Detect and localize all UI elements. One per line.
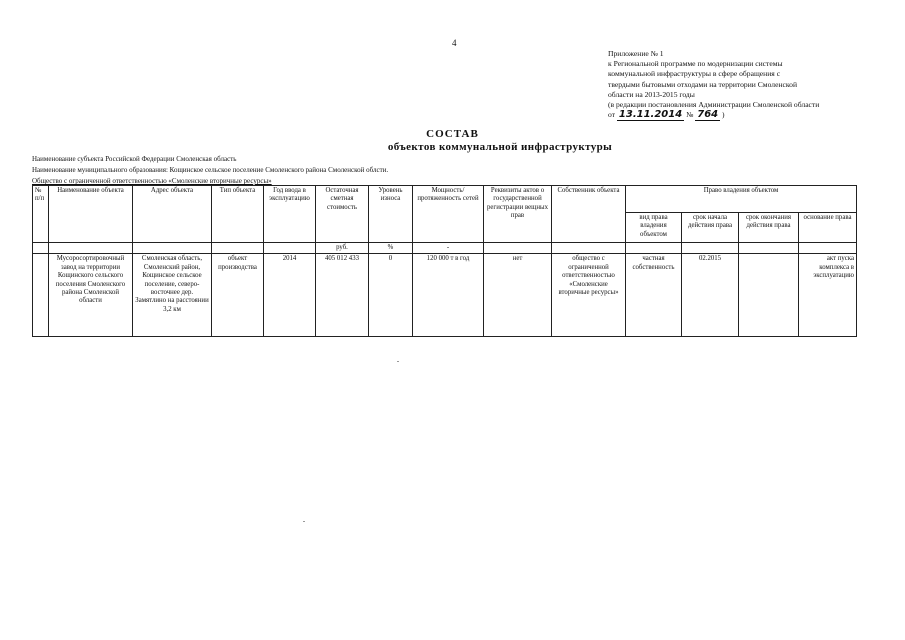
col-header-year: Год ввода в эксплуатацию (264, 186, 316, 243)
municipality-name: Наименование муниципального образования: Кощинское сельское поселение Смоленского района Смоленской облсти. (32, 166, 389, 174)
cell-registration: нет (484, 254, 552, 337)
table-row (33, 254, 857, 337)
col-header-rights-group: Право владения объектом (626, 186, 857, 213)
units-cell (33, 243, 49, 254)
units-cell (799, 243, 857, 254)
appendix-line: твердыми бытовыми отходами на территории Смоленской (608, 79, 798, 89)
cell-num (33, 254, 49, 337)
subject-name: Наименование субъекта Российской Федерации Смоленская область (32, 155, 237, 163)
col-header-registration: Реквизиты актов о государственной регистрации вещных прав (484, 186, 552, 243)
infrastructure-table (32, 185, 857, 337)
units-row (33, 243, 857, 254)
col-header-rights-basis: основание права (799, 213, 857, 243)
units-cell (133, 243, 212, 254)
cell-wear: 0 (369, 254, 413, 337)
cell-rights-start: 02.2015 (682, 254, 739, 337)
number-prefix: № (686, 110, 694, 120)
handwritten-date: 13.11.2014 (618, 109, 683, 121)
header-row (33, 186, 857, 213)
appendix-line: (в редакции постановления Администрации Смоленской области (608, 100, 820, 110)
cell-residual: 405 012 433 (316, 254, 369, 337)
cell-owner: общество с ограниченной ответственностью «Смоленские вторичные ресурсы» (552, 254, 626, 337)
units-cell (739, 243, 799, 254)
units-cell (212, 243, 264, 254)
document-title (0, 128, 905, 154)
cell-rights-basis: акт пуска комплекса в эксплуатацию (799, 254, 857, 337)
units-cell (626, 243, 682, 254)
col-header-type: Тип объекта (212, 186, 264, 243)
appendix-note (608, 49, 848, 120)
date-prefix: от (608, 110, 616, 120)
col-header-capacity: Мощность/ протяженность сетей (413, 186, 484, 243)
title-main: СОСТАВ (426, 128, 479, 140)
appendix-line: коммунальной инфраструктуры в сфере обращения с (608, 69, 781, 79)
col-header-rights-end: срок окончания действия права (739, 213, 799, 243)
col-header-address: Адрес объекта (133, 186, 212, 243)
company-name-text: Общество с ограниченной ответственностью «Смоленские вторичные ресурсы» (32, 177, 272, 185)
col-header-name: Наименование объекта (49, 186, 133, 243)
cell-name: Мусоросортировочный завод на территории Кощинского сельского поселения Смоленского района Смоленской области (49, 254, 133, 337)
handwritten-number: 764 (697, 109, 719, 121)
cell-rights-type: частная собственность (626, 254, 682, 337)
appendix-line: к Региональной программе по модернизации системы (608, 59, 783, 69)
col-header-wear: Уровень износа (369, 186, 413, 243)
units-cell (682, 243, 739, 254)
col-header-owner: Собственник объекта (552, 186, 626, 243)
scan-speck (303, 521, 305, 522)
closing-bracket: ) (722, 110, 725, 120)
units-capacity: - (413, 243, 484, 254)
units-residual: руб. (316, 243, 369, 254)
units-cell (49, 243, 133, 254)
appendix-line: области на 2013-2015 годы (608, 89, 695, 99)
cell-rights-end (739, 254, 799, 337)
units-wear: % (369, 243, 413, 254)
units-cell (552, 243, 626, 254)
title-sub: объектов коммунальной инфраструктуры (387, 141, 613, 153)
col-header-num: № п/п (33, 186, 49, 243)
col-header-rights-start: срок начала действия права (682, 213, 739, 243)
page-number: 4 (452, 38, 457, 48)
appendix-title: Приложение № 1 (608, 49, 664, 58)
cell-year: 2014 (264, 254, 316, 337)
col-header-rights-type: вид права владения объектом (626, 213, 682, 243)
scan-speck (397, 361, 399, 362)
appendix-date-line (608, 110, 848, 120)
units-cell (264, 243, 316, 254)
cell-address: Смоленская область, Смоленский район, Кощинское сельское поселение, северо-восточнее дер. Замятлино на расстоянии 3,2 км (133, 254, 212, 337)
col-header-residual: Остаточная сметная стоимость (316, 186, 369, 243)
cell-capacity: 120 000 т в год (413, 254, 484, 337)
units-cell (484, 243, 552, 254)
cell-type: объект производства (212, 254, 264, 337)
